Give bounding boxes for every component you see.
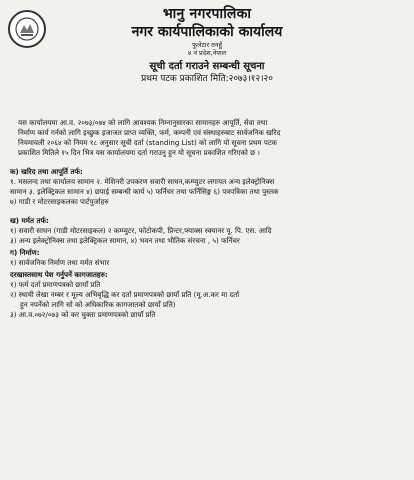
list-item: १) सार्वजनिक निर्माण तथा मर्मत संभार [10, 258, 110, 267]
list-item: २) स्थायी लेखा नम्बर र मूल्य अभिबृद्धि कर दर्ता प्रमाणपत्रको छायाँ प्रति (मू.अ.कर मा दर्ता [10, 290, 240, 299]
office-location: फुलेटार तनहुँ [192, 41, 222, 49]
office-name: नगर कार्यपालिकाको कार्यालय [131, 24, 283, 40]
section-heading-supply: क) खरिद तथा आपूर्ति तर्फ: [10, 167, 83, 176]
section-heading-documents: दरखास्तसाथ पेश गर्नुपर्ने कागजातहरु: [10, 270, 108, 279]
notice-body [10, 118, 408, 320]
list-item: १) सवारी साधन (गाडी मोटरसाइकल) २ कम्प्युटर, फोटोकपी, प्रिन्टर,फ्याक्स स्क्यानर यू. पि. एस. आदि [10, 226, 272, 235]
intro-line: नियमावली २०६४ को नियम १८ अनुसार सूची दर्ता (standing List) को लागि यो सूचना प्रथम पटक [18, 138, 277, 147]
list-item: ३) आ.व.०७२/०७३ को कर चुक्ता प्रमाणपत्रको छायाँ प्रति [10, 310, 156, 319]
publication-date: प्रथम पटक प्रकाशित मिति:२०७३।१२।२० [141, 74, 273, 84]
list-item: हुन नपर्नेको लागि सो को अधिकारिक कागजातको छायाँ प्रति) [20, 300, 176, 309]
section-heading-construction: ग) निर्माण: [10, 248, 40, 257]
list-item: ३) अन्य इलेक्ट्रोनिक्स तथा इलेक्ट्रिकल सामान, ४) भवन तथा भौतिक संरचना , ५) फर्निचर [10, 236, 240, 245]
letterhead [0, 6, 414, 85]
section-heading-repair: ख) मर्मत तर्फ: [10, 216, 49, 225]
notice-title: सूची दर्ता गराउने सम्बन्धी सूचना [149, 61, 265, 72]
intro-paragraph [10, 118, 408, 158]
intro-line: यस कार्यालयमा आ.व. २०७३/०७४ को लागि आवश्यक निम्नानुसारका सामानहरु आपूर्ति, सेवा तथा [18, 118, 268, 127]
intro-line: प्रकाशित मितिले १५ दिन भित्र यस कार्यालयमा दर्ता गराउनु हुन यो सूचना प्रकाशित गरिएको छ । [18, 148, 260, 157]
list-item: ७) गाडी र मोटरसाइकलका पार्टपुर्जाहरु [10, 197, 109, 206]
list-item: सामान ३. इलेक्ट्रिकल सामान ४) छपाई सम्बन्धी कार्य ५) फर्निचर तथा फर्निसिङ्ग ६) पत्रपत्रिका तथा पुस्तक [10, 187, 279, 196]
municipality-name: भानु नगरपालिका [162, 6, 252, 22]
list-item: १) फर्म दर्ता प्रमाणपत्रको छायाँ प्रति [10, 280, 101, 289]
intro-line: निर्माण कार्य गर्नको लागि इच्छुक इजाजत प्राप्त व्यक्ति, फर्म, कम्पनी एवं संस्थाहरुबाट सार्वजनिक खरिद [18, 128, 281, 137]
office-province: ४ नं प्रदेश,नेपाल [187, 49, 227, 57]
list-item: १. मसलन्द तथा कार्यालय सामान २. मेशिनरी उपकरण सवारी साधन,कम्प्युटर लगायत अन्य इलेक्ट्रोनिक्स [10, 177, 275, 186]
